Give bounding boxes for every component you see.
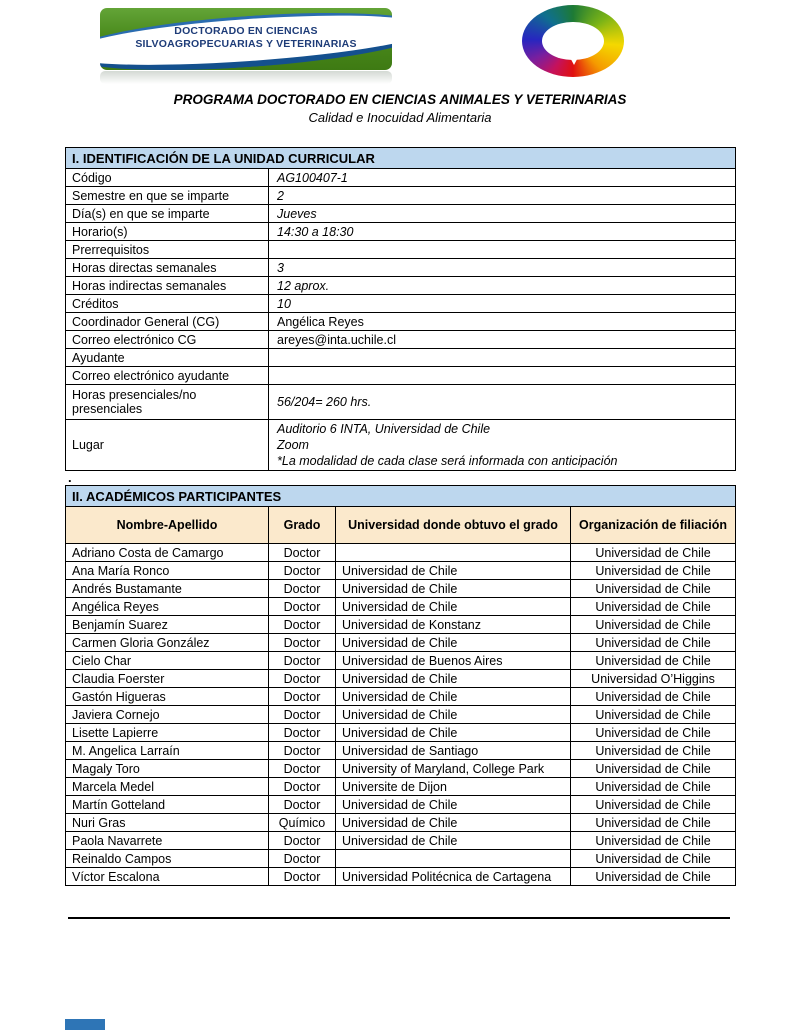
academic-cell: Universidad de Chile (571, 796, 736, 814)
academic-cell: Universidad de Chile (571, 652, 736, 670)
academic-cell: Doctor (269, 706, 336, 724)
academic-cell: Universidad de Chile (571, 598, 736, 616)
academic-cell: Universidad de Chile (571, 706, 736, 724)
academic-cell: Universidad de Chile (571, 616, 736, 634)
academic-cell: Doctor (269, 850, 336, 868)
field-value: Angélica Reyes (269, 313, 736, 331)
academic-row (66, 634, 736, 652)
academic-cell: Claudia Foerster (66, 670, 269, 688)
field-row (66, 259, 736, 277)
academic-cell (336, 544, 571, 562)
field-value: AG100407-1 (269, 169, 736, 187)
field-label: Horas indirectas semanales (66, 277, 269, 295)
academic-cell: Universidad de Chile (336, 688, 571, 706)
academic-cell: Universidad de Chile (336, 562, 571, 580)
academic-cell: Universidad de Chile (571, 562, 736, 580)
field-row (66, 277, 736, 295)
academic-cell: Lisette Lapierre (66, 724, 269, 742)
academic-cell: Adriano Costa de Camargo (66, 544, 269, 562)
field-label: Coordinador General (CG) (66, 313, 269, 331)
field-value (269, 349, 736, 367)
academic-cell: Universite de Dijon (336, 778, 571, 796)
section2-header-row (66, 486, 736, 507)
academic-cell (336, 850, 571, 868)
academic-cell: Martín Gotteland (66, 796, 269, 814)
field-row (66, 349, 736, 367)
field-label: Día(s) en que se imparte (66, 205, 269, 223)
academic-cell: Doctor (269, 544, 336, 562)
field-value: 3 (269, 259, 736, 277)
academic-cell: Universidad de Chile (571, 868, 736, 886)
academic-cell: Universidad de Chile (571, 760, 736, 778)
academic-cell: Universidad de Chile (336, 670, 571, 688)
academic-cell: Químico (269, 814, 336, 832)
academic-cell: Universidad de Chile (336, 796, 571, 814)
academic-row (66, 742, 736, 760)
academic-row (66, 796, 736, 814)
field-value (269, 241, 736, 259)
page-content (65, 147, 735, 919)
academic-cell: Paola Navarrete (66, 832, 269, 850)
academic-cell: Universidad de Chile (336, 724, 571, 742)
column-header-universidad: Universidad donde obtuvo el grado (336, 507, 571, 544)
field-label: Prerrequisitos (66, 241, 269, 259)
academic-row (66, 706, 736, 724)
academic-cell: Universidad de Buenos Aires (336, 652, 571, 670)
banner-logo-line2: SILVOAGROPECUARIAS Y VETERINARIAS (135, 37, 357, 50)
academic-cell: Universidad de Chile (571, 688, 736, 706)
section2-header: II. ACADÉMICOS PARTICIPANTES (66, 486, 736, 507)
academic-cell: Universidad Politécnica de Cartagena (336, 868, 571, 886)
academic-cell: Universidad de Chile (336, 598, 571, 616)
academic-row (66, 868, 736, 886)
field-value: areyes@inta.uchile.cl (269, 331, 736, 349)
academic-cell: Doctor (269, 778, 336, 796)
academic-cell: Doctor (269, 670, 336, 688)
field-value (269, 367, 736, 385)
academic-cell: Doctor (269, 832, 336, 850)
column-header-organizacion: Organización de filiación (571, 507, 736, 544)
academic-cell: Universidad de Chile (571, 832, 736, 850)
academic-row (66, 598, 736, 616)
field-label: Ayudante (66, 349, 269, 367)
academic-cell: Universidad de Chile (571, 850, 736, 868)
academic-cell: Gastón Higueras (66, 688, 269, 706)
field-value: 12 aprox. (269, 277, 736, 295)
field-label: Créditos (66, 295, 269, 313)
academic-cell: Reinaldo Campos (66, 850, 269, 868)
academic-cell: Víctor Escalona (66, 868, 269, 886)
field-row (66, 295, 736, 313)
academic-cell: Javiera Cornejo (66, 706, 269, 724)
banner-logo-text (100, 25, 392, 50)
academic-cell: Universidad de Chile (571, 724, 736, 742)
academic-cell: Universidad de Chile (336, 706, 571, 724)
field-label: Correo electrónico ayudante (66, 367, 269, 385)
academic-cell: Doctor (269, 562, 336, 580)
academic-cell: Benjamín Suarez (66, 616, 269, 634)
speech-bubble-tail (565, 48, 583, 65)
academic-cell: Carmen Gloria González (66, 634, 269, 652)
academic-row (66, 778, 736, 796)
field-row (66, 420, 736, 471)
column-header-nombre: Nombre-Apellido (66, 507, 269, 544)
section1-header-row (66, 148, 736, 169)
academic-cell: Doctor (269, 652, 336, 670)
academic-cell: Universidad de Chile (571, 814, 736, 832)
field-value: 2 (269, 187, 736, 205)
field-value: Auditorio 6 INTA, Universidad de Chile Zoom *La modalidad de cada clase será informada con anticipación (269, 420, 736, 471)
academic-cell: Doctor (269, 868, 336, 886)
field-row (66, 205, 736, 223)
academic-row (66, 652, 736, 670)
academic-row (66, 562, 736, 580)
horizontal-rule (68, 917, 730, 919)
academic-row (66, 688, 736, 706)
academic-row (66, 580, 736, 598)
academic-cell: Universidad de Chile (336, 814, 571, 832)
field-row (66, 385, 736, 420)
field-row (66, 313, 736, 331)
academic-row (66, 760, 736, 778)
academic-cell: University of Maryland, College Park (336, 760, 571, 778)
field-row (66, 241, 736, 259)
section1-header: I. IDENTIFICACIÓN DE LA UNIDAD CURRICULAR (66, 148, 736, 169)
rainbow-ring-logo (522, 5, 624, 77)
academic-cell: Angélica Reyes (66, 598, 269, 616)
bottom-blue-mark (65, 1019, 105, 1030)
academic-cell: Universidad de Chile (571, 742, 736, 760)
academic-cell: Universidad de Chile (571, 634, 736, 652)
banner-logo-reflection (100, 71, 392, 84)
separator-dot: . (68, 470, 72, 485)
academic-cell: Universidad de Santiago (336, 742, 571, 760)
field-row (66, 223, 736, 241)
academic-cell: Universidad de Chile (571, 778, 736, 796)
academic-row (66, 832, 736, 850)
academic-cell: Doctor (269, 760, 336, 778)
academic-cell: Doctor (269, 742, 336, 760)
academic-cell: Ana María Ronco (66, 562, 269, 580)
banner-logo-line1: DOCTORADO EN CIENCIAS (174, 25, 318, 37)
academic-row (66, 670, 736, 688)
academic-cell: Doctor (269, 796, 336, 814)
academic-cell: Universidad de Konstanz (336, 616, 571, 634)
academic-cell: Doctor (269, 616, 336, 634)
column-header-grado: Grado (269, 507, 336, 544)
academic-row (66, 850, 736, 868)
field-label: Horas directas semanales (66, 259, 269, 277)
academic-cell: Doctor (269, 724, 336, 742)
doctorado-banner-logo (100, 8, 392, 70)
field-value: 10 (269, 295, 736, 313)
academic-cell: Marcela Medel (66, 778, 269, 796)
academic-cell: Doctor (269, 580, 336, 598)
field-row (66, 331, 736, 349)
academic-cell: Universidad de Chile (571, 580, 736, 598)
academic-row (66, 724, 736, 742)
identification-table (65, 147, 736, 471)
field-value: 14:30 a 18:30 (269, 223, 736, 241)
course-subtitle: Calidad e Inocuidad Alimentaria (308, 110, 492, 125)
field-label: Código (66, 169, 269, 187)
academic-cell: Universidad de Chile (336, 634, 571, 652)
field-value: Jueves (269, 205, 736, 223)
field-label: Horario(s) (66, 223, 269, 241)
academic-cell: Magaly Toro (66, 760, 269, 778)
field-label: Lugar (66, 420, 269, 471)
academic-cell: Universidad de Chile (336, 832, 571, 850)
academic-cell: Universidad de Chile (336, 580, 571, 598)
field-label: Horas presenciales/no presenciales (66, 385, 269, 420)
field-value: 56/204= 260 hrs. (269, 385, 736, 420)
academic-cell: Cielo Char (66, 652, 269, 670)
field-row (66, 367, 736, 385)
academic-cell: M. Angelica Larraín (66, 742, 269, 760)
academic-cell: Doctor (269, 688, 336, 706)
column-header-row (66, 507, 736, 544)
academic-row (66, 544, 736, 562)
academic-cell: Andrés Bustamante (66, 580, 269, 598)
field-label: Semestre en que se imparte (66, 187, 269, 205)
academic-cell: Universidad O’Higgins (571, 670, 736, 688)
academic-cell: Nuri Gras (66, 814, 269, 832)
academic-cell: Doctor (269, 634, 336, 652)
academics-table (65, 485, 736, 886)
academic-row (66, 814, 736, 832)
academic-cell: Doctor (269, 598, 336, 616)
field-label: Correo electrónico CG (66, 331, 269, 349)
academic-row (66, 616, 736, 634)
program-title: PROGRAMA DOCTORADO EN CIENCIAS ANIMALES Y VETERINARIAS (173, 92, 627, 107)
field-row (66, 169, 736, 187)
academic-cell: Universidad de Chile (571, 544, 736, 562)
field-row (66, 187, 736, 205)
